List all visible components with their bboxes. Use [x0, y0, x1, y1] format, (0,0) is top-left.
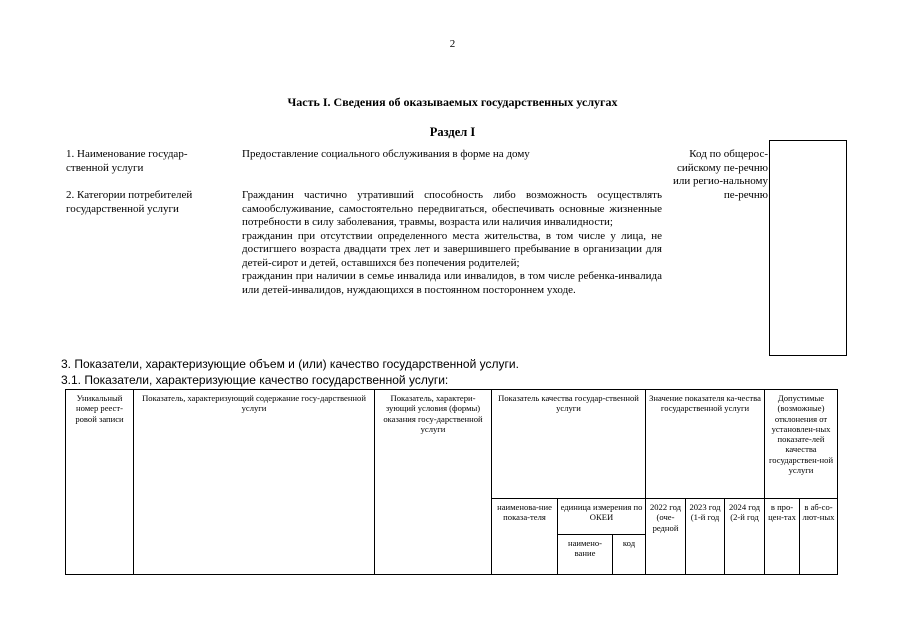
indicators-heading: 3. Показатели, характеризующие объем и (или) качество государственной услуги.	[61, 357, 519, 371]
header-deviation-percent: в про-цен-тах	[765, 499, 800, 575]
header-indicator-name: наименова-ние показа-теля	[492, 499, 558, 575]
service-name-label: 1. Наименование государ-ственной услуги	[66, 148, 188, 174]
consumer-categories-value	[242, 189, 662, 297]
page-number: 2	[449, 38, 456, 50]
header-service-content: Показатель, характеризующий содержание госу-дарственной услуги	[134, 390, 375, 575]
header-service-conditions: Показатель, характери-зующий условия (формы) оказания госу-дарственной услуги	[375, 390, 492, 575]
header-deviation-absolute: в аб-со-лют-ных	[800, 499, 838, 575]
consumer-category-paragraph: гражданин при отсутствии определенного места жительства, в том числе у лица, не достигшего возраста двадцати трех лет и завершившего пребывание в организации для детей-сирот и детей, оставшихся без попечения родителей;	[242, 229, 662, 269]
service-name-value: Предоставление социального обслуживания в форме на дому	[242, 148, 530, 160]
header-unique-number: Уникальный номер реест-ровой записи	[66, 390, 134, 575]
consumer-category-paragraph: гражданин при наличии в семье инвалида или инвалидов, в том числе ребенка-инвалида или детей-инвалидов, нуждающихся в постоянном постороннем уходе.	[242, 270, 662, 296]
header-year-2022: 2022 год (оче-редной	[646, 499, 686, 575]
section-title: Раздел I	[429, 125, 476, 139]
part-title: Часть I. Сведения об оказываемых государственных услугах	[287, 95, 618, 109]
header-indicator-value: Значение показателя ка-чества государственной услуги	[646, 390, 765, 499]
header-year-2023: 2023 год (1-й год	[686, 499, 725, 575]
consumer-category-paragraph: Гражданин частично утративший способность либо возможность осуществлять самообслуживание, самостоятельно передвигаться, обеспечивать основные жизненные потребности в силу заболевания, травмы, возраста или наличия инвалидности;	[242, 189, 662, 228]
consumer-categories-label: 2. Категории потребителей государственной услуги	[66, 189, 193, 215]
header-allowed-deviation: Допустимые (возможные) отклонения от установлен-ных показате-лей качества государствен-ной услуги	[765, 390, 838, 499]
header-unit-code: код	[613, 535, 646, 575]
quality-indicators-table	[65, 389, 838, 575]
registry-code-box	[769, 140, 847, 356]
header-unit-name: наимено-вание	[558, 535, 613, 575]
registry-code-label: Код по общерос-сийскому пе-речню или регио-нальному пе-речню	[673, 148, 768, 201]
quality-indicators-heading: 3.1. Показатели, характеризующие качество государственной услуги:	[61, 373, 449, 387]
header-unit-okei: единица измерения по ОКЕИ	[558, 499, 646, 535]
header-quality-indicator: Показатель качества государ-ственной услуги	[492, 390, 646, 499]
header-year-2024: 2024 год (2-й год	[725, 499, 765, 575]
